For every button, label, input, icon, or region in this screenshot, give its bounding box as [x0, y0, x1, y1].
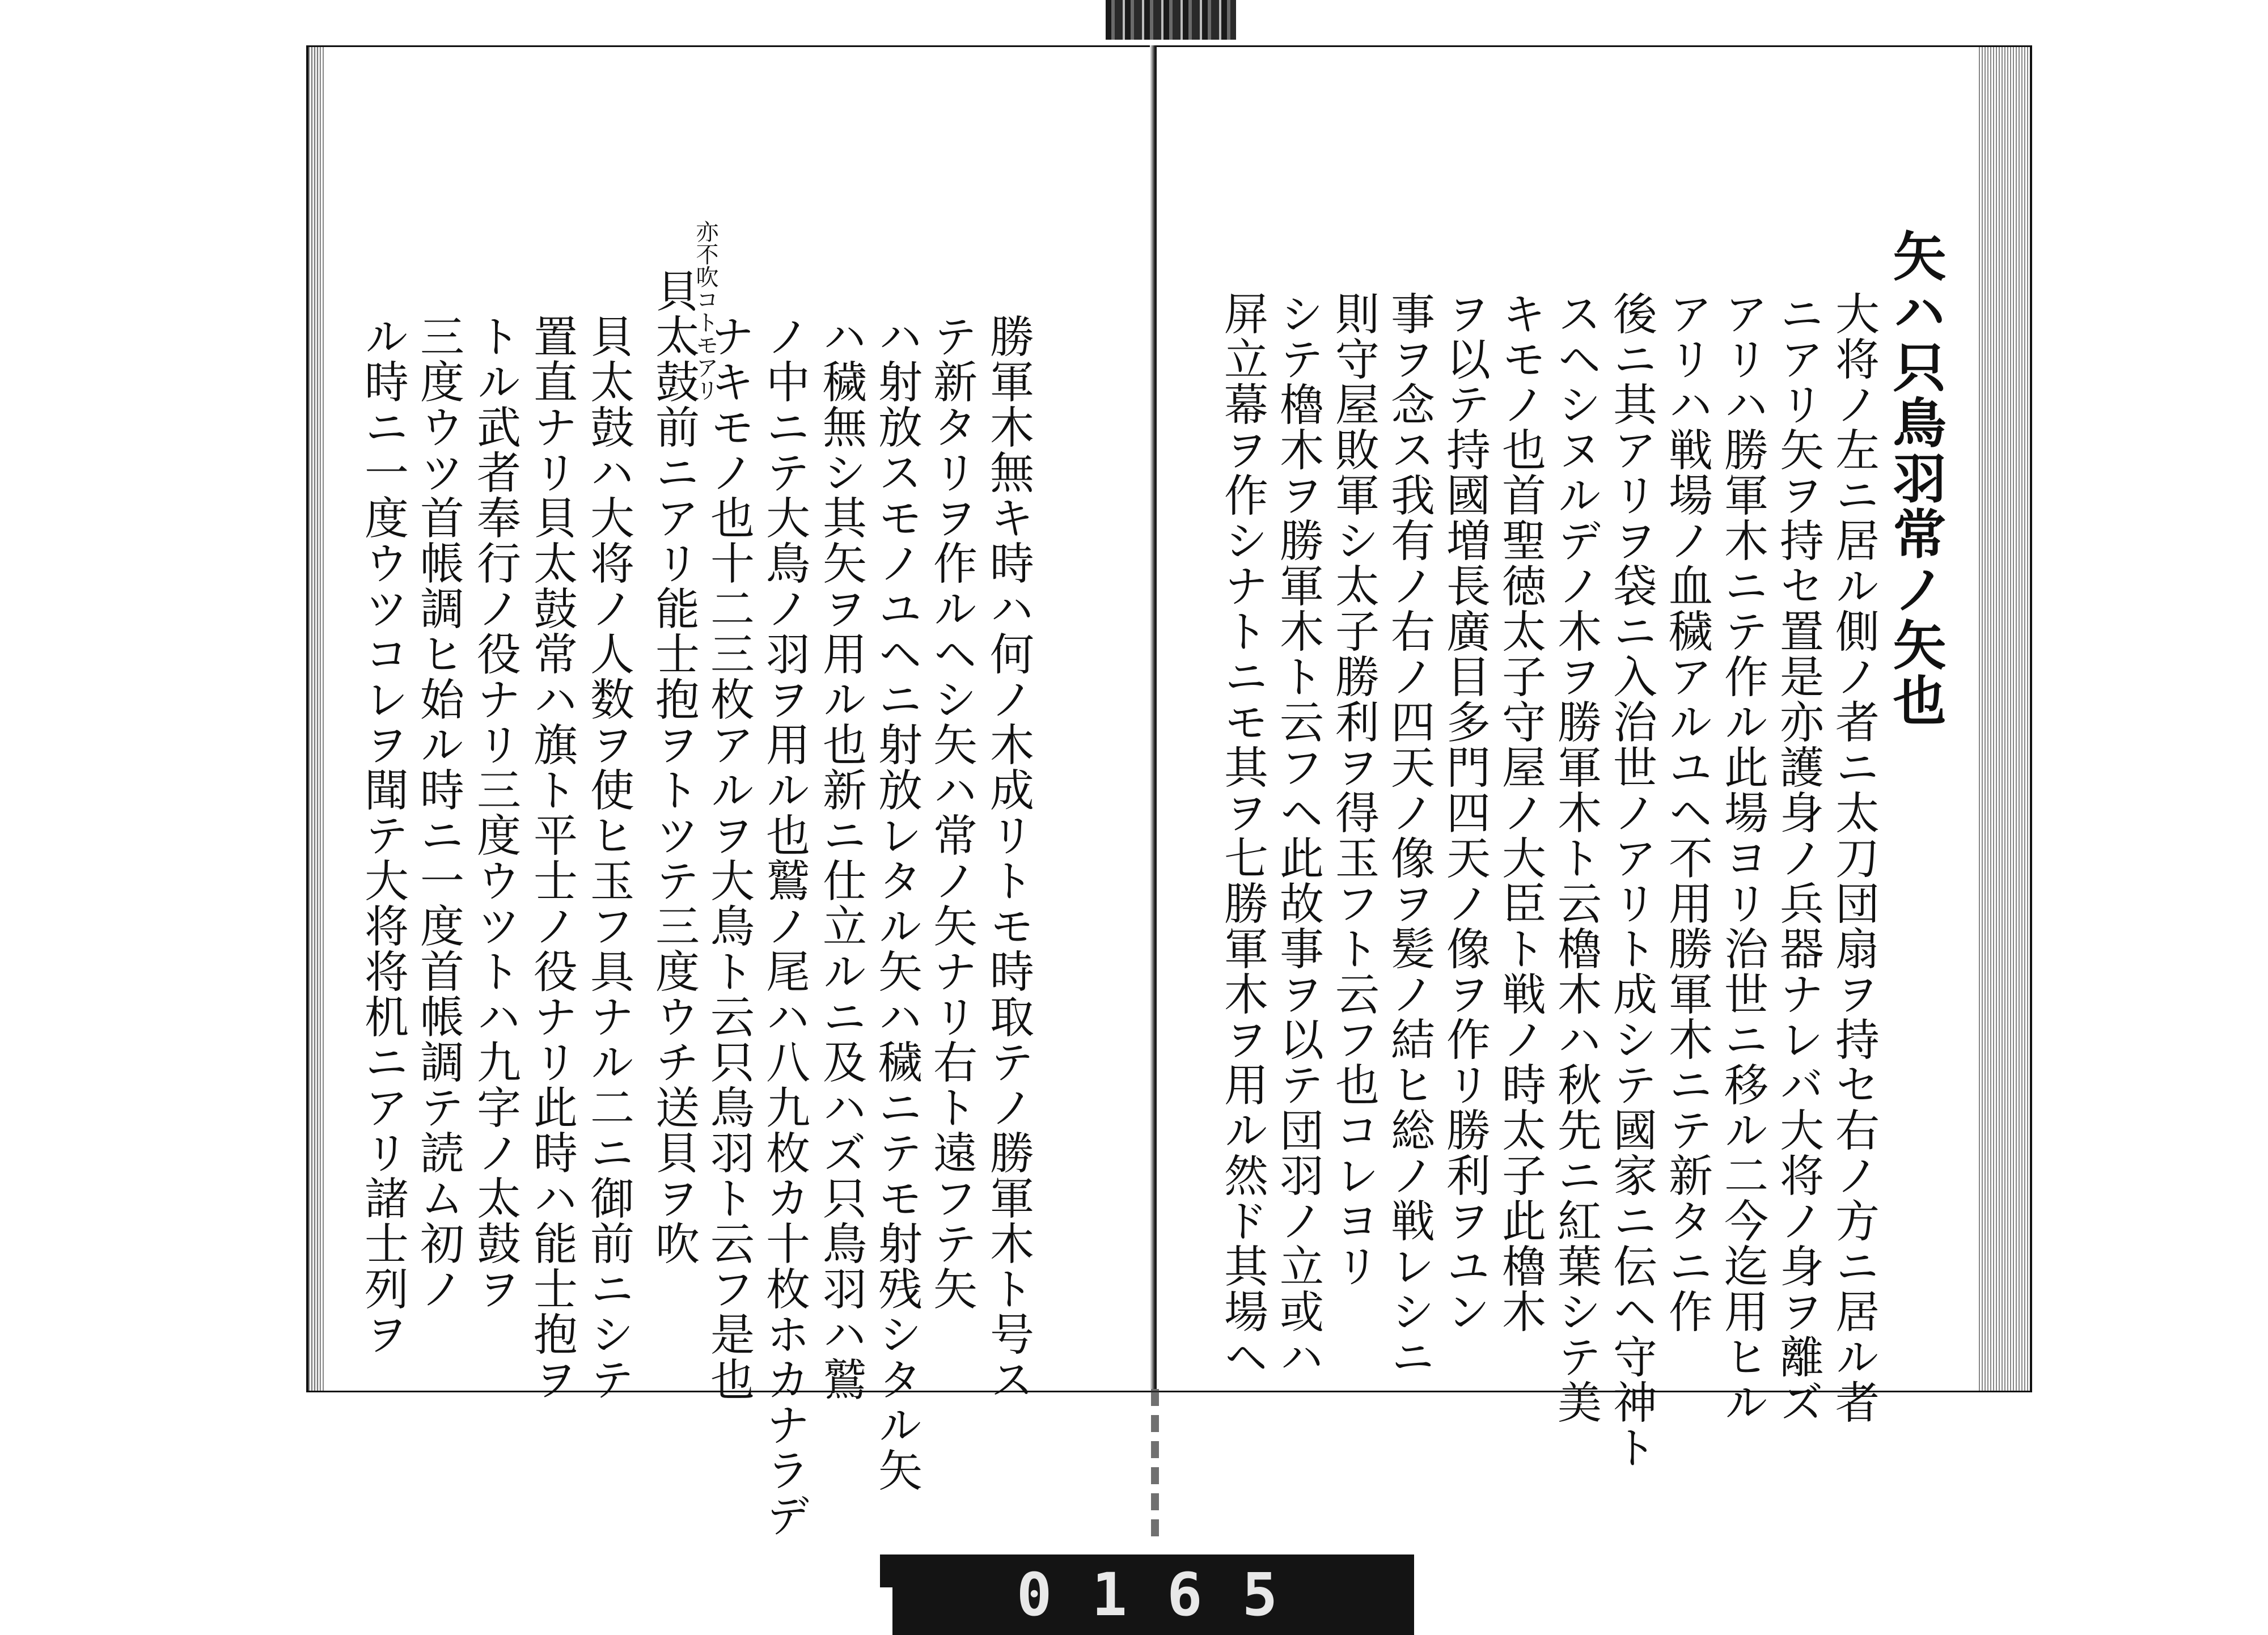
right-column-6: スヘシヌルデノ木ヲ勝軍木ト云櫓木ハ秋先ニ紅葉シテ美: [1550, 291, 1601, 1425]
left-column-8: 貝太鼓ハ大将ノ人数ヲ使ヒ玉フ具ナル二ニ御前ニシテ: [583, 314, 634, 1402]
left-page: [306, 45, 1159, 1538]
frame-notch: [879, 1587, 892, 1635]
right-column-5: 後ニ其アリヲ袋ニ入治世ノアリト成シテ國家ニ伝ヘ守神ト: [1606, 291, 1657, 1470]
gutter-shadow-tail: [1151, 1389, 1159, 1536]
open-book: [306, 45, 2036, 1538]
film-frame-number: [880, 1554, 1414, 1635]
left-column-5: ノ中ニテ大鳥ノ羽ヲ用ル也鷲ノ尾ハ八九枚カ十枚ホカナラデ: [759, 314, 810, 1538]
left-column-9: 置直ナリ貝太鼓常ハ旗ト平士ノ役ナリ此時ハ能士抱ヲ: [526, 314, 577, 1402]
left-column-11: 三度ウツ首帳調ヒ始ル時ニ一度首帳調テ読ム初ノ: [413, 314, 464, 1311]
right-column-4: アリハ戦場ノ血穢アルユヘ不用勝軍木ニテ新タニ作: [1661, 291, 1712, 1334]
right-column-1: 大将ノ左ニ居ル側ノ者ニ太刀団扇ヲ持セ右ノ方ニ居ル者: [1828, 291, 1879, 1425]
right-column-7: キモノ也首聖徳太子守屋ノ大臣ト戦ノ時太子此櫓木: [1495, 291, 1546, 1334]
margin-note: 亦不吹コトモアリ: [692, 220, 718, 401]
right-column-8: ヲ以テ持國増長廣目多門四天ノ像ヲ作リ勝利ヲユン: [1439, 291, 1490, 1334]
left-column-12: ル時ニ一度ウツコレヲ聞テ大将将机ニアリ諸士列ヲ: [357, 314, 408, 1357]
left-column-6: ナキモノ也十二三枚アルヲ大鳥ト云只鳥羽ト云フ是也: [703, 314, 754, 1402]
scanner-clip: [1106, 0, 1236, 40]
left-column-3: ハ射放スモノユヘニ射放レタル矢ハ穢ニテモ射残シタル矢: [871, 314, 922, 1493]
frame-digit: 1: [1091, 1560, 1127, 1629]
right-column-9: 事ヲ念ス我有ノ右ノ四天ノ像ヲ髪ノ結ヒ総ノ戦レシニ: [1383, 291, 1435, 1379]
left-page-edge: [308, 47, 324, 1391]
frame-digit: 0: [1016, 1560, 1052, 1629]
frame-digit: 5: [1242, 1560, 1278, 1629]
left-column-4: ハ穢無シ其矢ヲ用ル也新ニ仕立ルニ及ハズ只鳥羽ハ鷲: [815, 314, 866, 1402]
right-column-12: 屏立幕ヲ作シナトニモ其ヲ七勝軍木ヲ用ル然ド其場ヘ: [1217, 291, 1268, 1379]
right-column-10: 則守屋敗軍シ太子勝利ヲ得玉フト云フ也コレヨリ: [1328, 291, 1379, 1289]
right-column-3: アリハ勝軍木ニテ作ル此場ヨリ治世ニ移ル二今迄用ヒル: [1717, 291, 1768, 1425]
left-column-10: トル武者奉行ノ役ナリ三度ウツトハ九字ノ太鼓ヲ: [469, 314, 521, 1311]
right-page: [1157, 45, 2032, 1470]
right-page-edge: [1979, 47, 2030, 1391]
left-column-1: 勝軍木無キ時ハ何ノ木成リトモ時取テノ勝軍木ト号ス: [983, 314, 1034, 1402]
section-title: 矢ハ只鳥羽常ノ矢也: [1884, 228, 1946, 728]
left-column-7: 貝太鼓前ニアリ能士抱ヲトツテ三度ウチ送貝ヲ吹: [648, 268, 699, 1266]
right-column-11: シテ櫓木ヲ勝軍木ト云フヘ此故事ヲ以テ団羽ノ立或ハ: [1272, 291, 1323, 1379]
left-column-2: テ新タリヲ作ルヘシ矢ハ常ノ矢ナリ右ト遠フテ矢: [926, 314, 977, 1311]
frame-digit: 6: [1167, 1560, 1203, 1629]
right-column-2: ニアリ矢ヲ持セ置是亦護身ノ兵器ナレバ大将ノ身ヲ離ズ: [1772, 291, 1823, 1425]
